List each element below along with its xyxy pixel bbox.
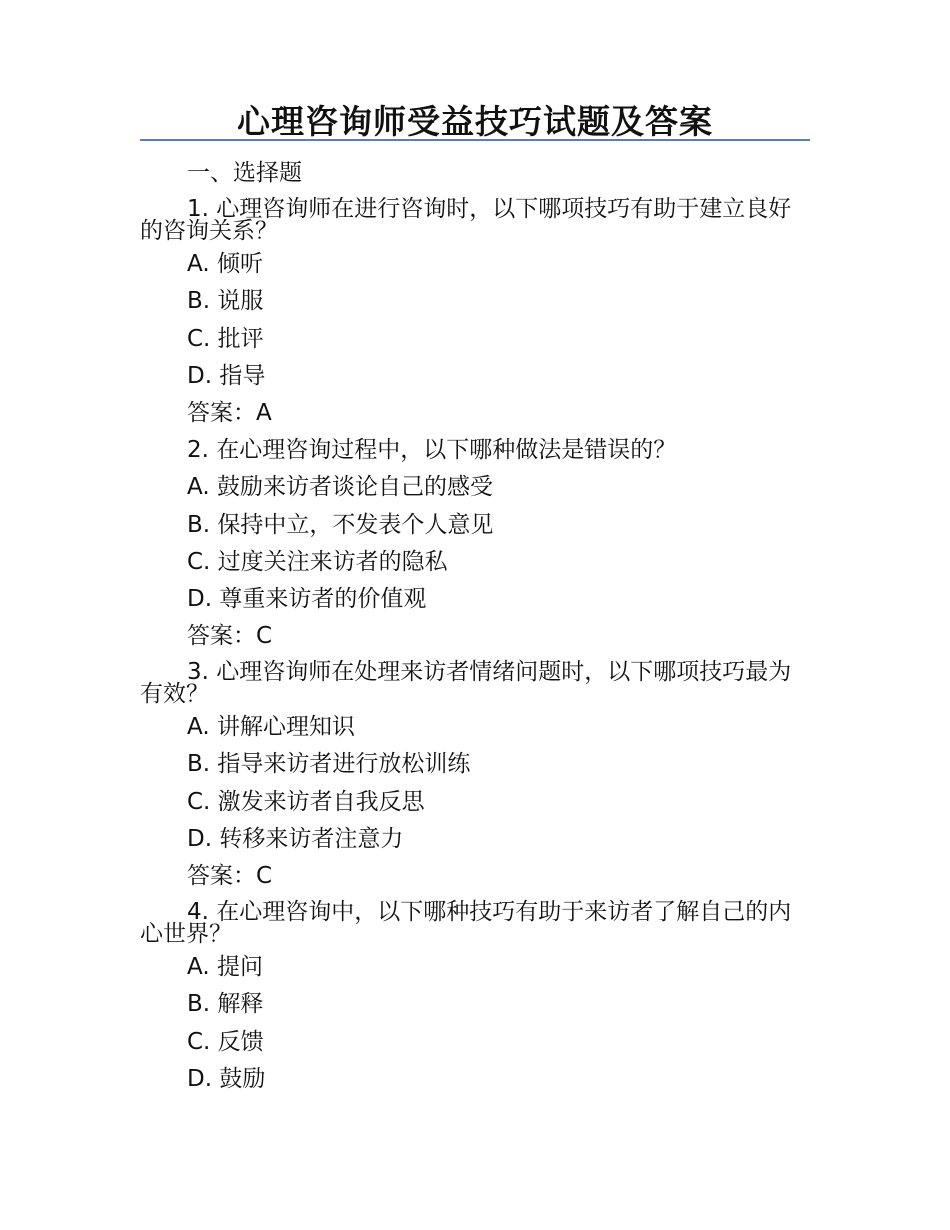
option-d: D. 尊重来访者的价值观 [187, 585, 427, 612]
option-c: C. 激发来访者自我反思 [187, 788, 425, 815]
option-a: A. 讲解心理知识 [187, 714, 355, 741]
option-c: C. 反馈 [187, 1028, 264, 1055]
question-stem: 4. 在心理咨询中，以下哪种技巧有助于来访者了解自己的内心世界？ [140, 899, 792, 948]
option-b: B. 指导来访者进行放松训练 [187, 751, 471, 778]
question-stem: 3. 心理咨询师在处理来访者情绪问题时，以下哪项技巧最为有效？ [140, 659, 792, 708]
option-b: B. 解释 [187, 991, 264, 1018]
title-underline [140, 139, 810, 141]
answer: 答案：A [187, 399, 272, 426]
option-d: D. 鼓励 [187, 1065, 266, 1092]
option-b: B. 保持中立，不发表个人意见 [187, 511, 494, 538]
answer: 答案：C [187, 863, 273, 889]
answer: 答案：C [187, 623, 273, 650]
option-d: D. 转移来访者注意力 [187, 825, 404, 852]
option-d: D. 指导 [187, 362, 266, 389]
option-a: A. 提问 [187, 954, 263, 981]
option-a: A. 鼓励来访者谈论自己的感受 [187, 474, 493, 501]
document-body [140, 155, 810, 1098]
section-heading: 一、选择题 [187, 160, 302, 186]
option-c: C. 过度关注来访者的隐私 [187, 548, 448, 575]
document-title: 心理咨询师受益技巧试题及答案 [237, 102, 713, 141]
option-a: A. 倾听 [187, 251, 263, 278]
question-stem: 2. 在心理咨询过程中，以下哪种做法是错误的？ [187, 437, 677, 464]
option-b: B. 说服 [187, 288, 264, 315]
question-stem: 1. 心理咨询师在进行咨询时，以下哪项技巧有助于建立良好的咨询关系？ [140, 196, 792, 245]
option-c: C. 批评 [187, 325, 264, 352]
